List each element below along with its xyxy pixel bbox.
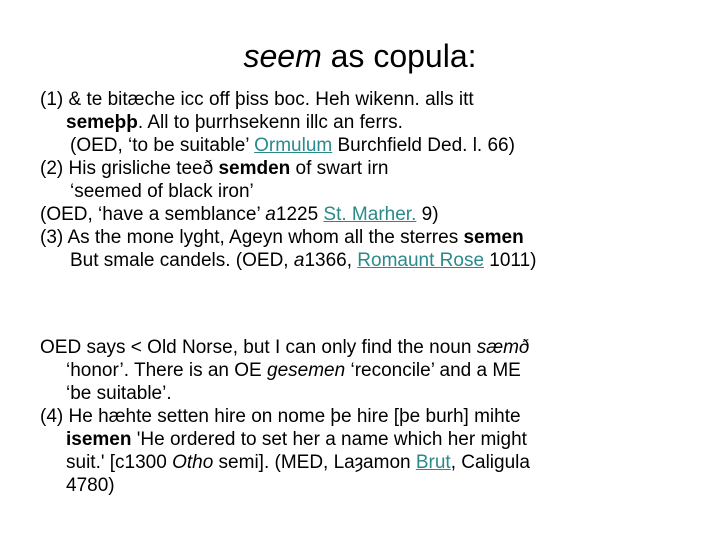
- example-4-citation: [40, 451, 710, 474]
- text: 4780): [66, 475, 115, 496]
- example-3-line-2: [40, 249, 710, 272]
- example-2-gloss: [40, 180, 710, 203]
- text: (1) & te bitæche icc off þiss boc. Heh wikenn. alls itt: [40, 89, 474, 110]
- notes-block: [40, 336, 710, 497]
- link-brut[interactable]: Brut: [415, 452, 451, 473]
- text: 1011): [484, 250, 537, 271]
- text: semi]. (MED, Laȝamon: [213, 452, 416, 473]
- title-italic: seem: [243, 38, 322, 74]
- bold-term: semen: [463, 227, 524, 248]
- example-3-line-1: [40, 226, 710, 249]
- example-2-citation: [40, 203, 710, 226]
- bold-term: semden: [218, 158, 291, 179]
- text: (3) As the mone lyght, Ageyn whom all the sterres: [40, 227, 464, 248]
- slide-title: [0, 36, 720, 76]
- text: of swart irn: [290, 158, 389, 179]
- text: suit.' [c1300: [66, 452, 173, 473]
- text: (OED, ‘to be suitable’: [70, 135, 255, 156]
- text: OED says < Old Norse, but I can only find the noun: [40, 337, 477, 358]
- note-line-1: [40, 336, 710, 359]
- example-1-line-2: [40, 111, 710, 134]
- text: 'He ordered to set her a name which her might: [131, 429, 527, 450]
- example-1-line-1: [40, 88, 710, 111]
- text: (4) He hæhte setten hire on nome þe hire [þe burh] mihte: [40, 406, 521, 427]
- text: . All to þurrhsekenn illc an ferrs.: [137, 112, 403, 133]
- italic-text: sæmð: [476, 337, 530, 358]
- text: 1366,: [304, 250, 358, 271]
- text: (OED, ‘have a semblance’: [40, 204, 266, 225]
- italic-text: Otho: [172, 452, 214, 473]
- text: Burchfield Ded. l. 66): [332, 135, 515, 156]
- italic-text: a: [293, 250, 305, 271]
- link-ormulum[interactable]: Ormulum: [254, 135, 333, 156]
- title-rest: as copula:: [321, 38, 477, 74]
- text: ‘seemed of black iron’: [70, 181, 254, 202]
- text: ‘reconcile’ and a ME: [345, 360, 521, 381]
- text: 1225: [275, 204, 324, 225]
- example-4-citation-end: [40, 474, 710, 497]
- bold-term: isemen: [66, 429, 132, 450]
- italic-text: gesemen: [267, 360, 346, 381]
- example-2-line-1: [40, 157, 710, 180]
- note-line-2: [40, 359, 710, 382]
- link-st-marher[interactable]: St. Marher.: [323, 204, 417, 225]
- link-romaunt-rose[interactable]: Romaunt Rose: [357, 250, 485, 271]
- text: (2) His grisliche teeð: [40, 158, 219, 179]
- bold-term: semeþþ: [66, 112, 138, 133]
- note-line-3: [40, 382, 710, 405]
- text: 9): [416, 204, 439, 225]
- text: ‘be suitable’.: [66, 383, 172, 404]
- text: , Caligula: [450, 452, 530, 473]
- text: ‘honor’. There is an OE: [66, 360, 268, 381]
- italic-text: a: [265, 204, 276, 225]
- example-1-citation: [40, 134, 710, 157]
- text: But smale candels. (OED,: [70, 250, 294, 271]
- example-4-line-2: [40, 428, 710, 451]
- example-4-line-1: [40, 405, 710, 428]
- examples-block: [40, 88, 710, 272]
